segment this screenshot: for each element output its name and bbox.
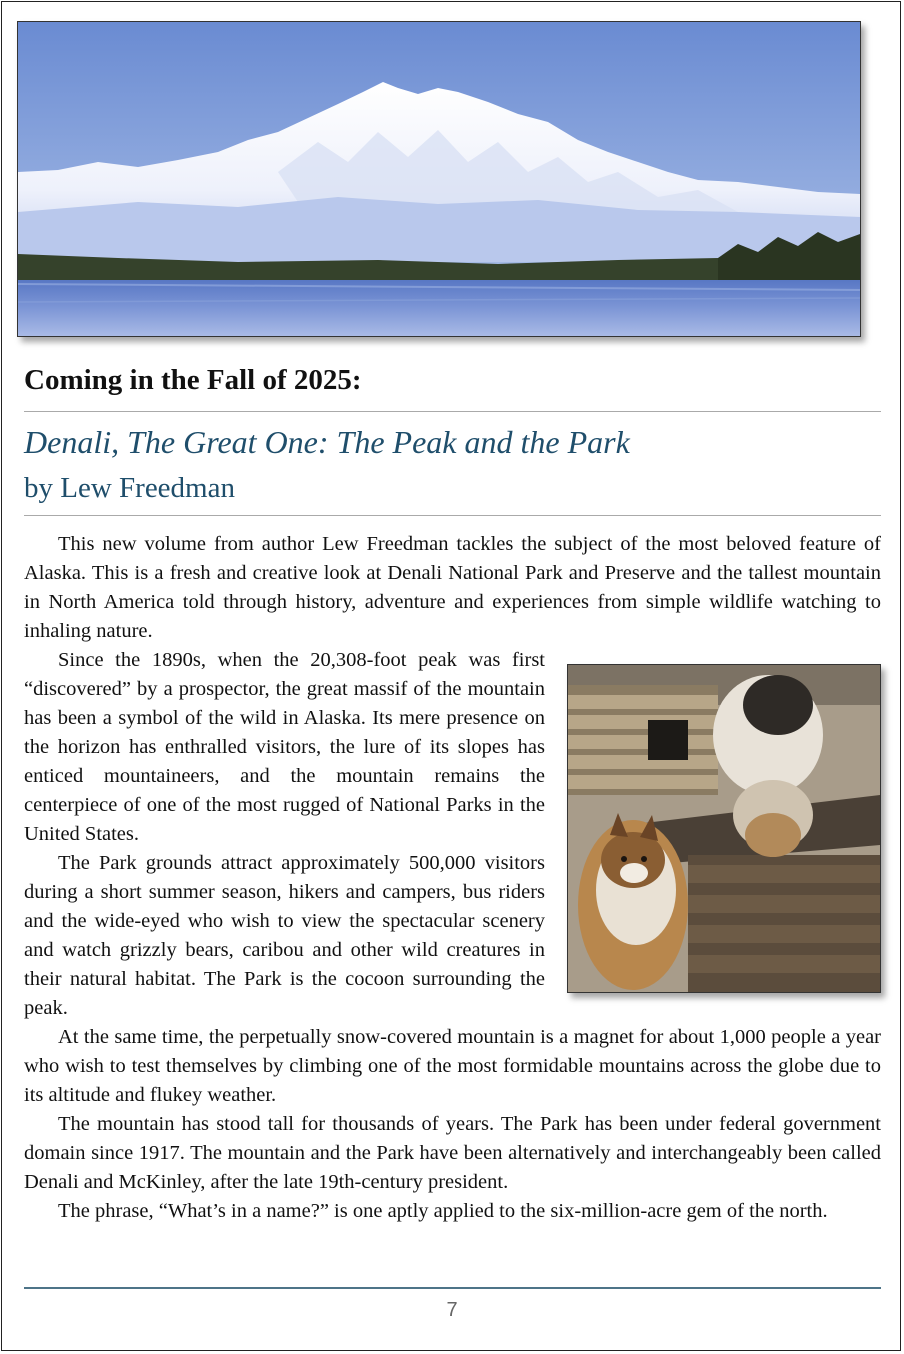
- paragraph: The Park grounds attract approximately 500,000 visitors during a short summer season, hikers and campers, bus riders and the wide-eyed who wish to view the spectacular scenery and watch grizzly bears, caribou and other wild creatures in their natural habitat. The Park is the cocoon surrounding the peak.: [24, 852, 545, 1019]
- sled-dogs-photo: [567, 664, 881, 993]
- paragraph: Since the 1890s, when the 20,308-foot peak was first “discovered” by a prospector, the great massif of the mountain has been a symbol of the wild in Alaska. Its mere presence on the horizon has enthralled visitors, the lure of its slopes has enticed mountaineers, and the mountain remains the centerpiece of one of the most rugged of National Parks in the United States.: [24, 649, 545, 845]
- footer-divider: [24, 1287, 881, 1289]
- paragraph: The mountain has stood tall for thousands of years. The Park has been under federal government domain since 1917. The mountain and the Park have been alternatively and interchangeably been called Denali and McKinley, after the late 19th-century president.: [24, 1113, 881, 1193]
- announcement-heading: Coming in the Fall of 2025:: [24, 364, 362, 396]
- byline-divider: [24, 515, 881, 516]
- denali-mountain-photo: [17, 21, 861, 337]
- book-title: Denali, The Great One: The Peak and the Park: [24, 424, 630, 460]
- paragraph: This new volume from author Lew Freedman tackles the subject of the most beloved feature of Alaska. This is a fresh and creative look at Denali National Park and Preserve and the tallest mountain in North America told through history, adventure and experiences from simple wildlife watching to inhaling nature.: [24, 533, 881, 642]
- paragraph: The phrase, “What’s in a name?” is one aptly applied to the six-million-acre gem of the north.: [58, 1200, 828, 1222]
- article-body: [24, 530, 881, 1226]
- page-number: 7: [446, 1299, 458, 1321]
- book-byline: by Lew Freedman: [24, 472, 235, 504]
- heading-divider: [24, 411, 881, 412]
- paragraph: At the same time, the perpetually snow-covered mountain is a magnet for about 1,000 people a year who wish to test themselves by climbing one of the most formidable mountains across the globe due to its altitude and flukey weather.: [24, 1026, 881, 1106]
